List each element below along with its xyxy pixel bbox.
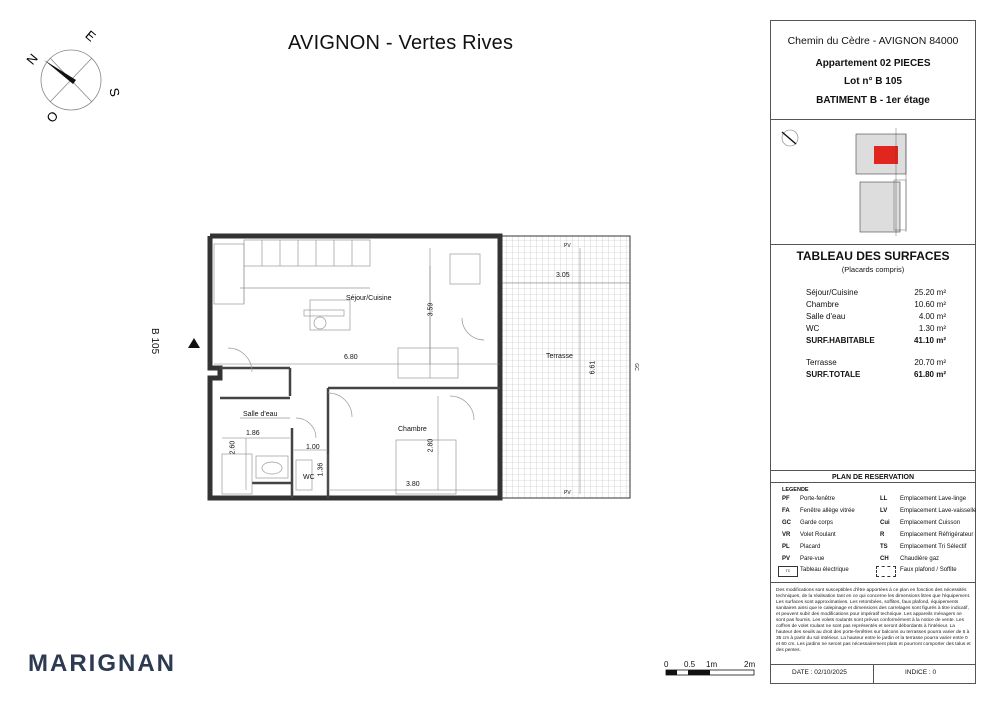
compass-s: S [106,86,123,98]
legend-key: TS [880,544,888,550]
legend-value: Emplacement Réfrigérateur [900,532,974,538]
apartment-type: Appartement 02 PIECES [815,58,931,69]
compass-e: E [82,27,99,45]
legend-title: LEGENDE [782,487,809,493]
legend-value: Emplacement Lave-vaisselle [900,508,977,514]
page-title: AVIGNON - Vertes Rives [288,32,514,54]
divider [770,482,976,483]
marignan-logo: MARIGNAN [28,650,176,677]
legend-value: Garde corps [800,520,834,526]
surfaces-subtitle: (Placards compris) [841,265,905,274]
dim-100: 1.00 [306,444,320,451]
compass-o: O [43,108,62,126]
room-wc: WC [303,474,315,481]
scale-2: 2m [744,660,756,669]
surface-row-total: SURF.HABITABLE 41.10 m² [806,336,946,345]
legend-key: CH [880,556,889,562]
dim-136: 1.36 [317,462,325,477]
date: DATE : 02/10/2025 [792,669,847,676]
surface-row: Terrasse 20.70 m² [806,358,946,367]
legend-key: Cui [880,520,890,526]
dim-186: 1.86 [246,430,260,437]
dim-380: 3.80 [406,481,420,488]
scale-1: 1m [706,660,718,669]
dim-359: 3.59 [427,302,435,317]
legend-value: Placard [800,544,821,550]
dim-305: 3.05 [556,272,570,279]
scale-05: 0.5 [684,660,696,669]
legend-key: LV [880,508,888,514]
legend-key: R [880,532,885,538]
legend-value: Porte-fenêtre [800,496,836,502]
surface-row: Salle d'eau 4.00 m² [806,312,946,321]
indice: INDICE : 0 [905,669,937,676]
plan-reservation-title: PLAN DE RESERVATION [831,474,915,481]
legend-value: Emplacement Cuisson [900,520,961,526]
legend-key: PL [782,544,790,550]
legend-value: Faux plafond / Soffite [900,567,957,573]
lot-number: Lot n° B 105 [844,76,902,87]
faux-plafond-icon [876,566,896,577]
legend-value: Emplacement Lave-linge [900,496,967,502]
dim-gc: GC [632,363,639,371]
surface-row: WC 1.30 m² [806,324,946,333]
dim-260: 2.60 [229,440,237,455]
tableau-electrique-icon: TC [778,566,798,577]
legend-value: Volet Roulant [800,532,836,538]
divider [873,664,874,684]
dim-pv2: PV [564,490,571,496]
legend-value: Chaudière gaz [900,556,940,562]
legend-value: Tableau électrique [800,567,849,573]
compass-n: N [23,50,41,68]
address: Chemin du Cèdre - AVIGNON 84000 [787,35,959,47]
legend-value: Emplacement Tri Sélectif [900,544,967,550]
scale-0: 0 [664,660,669,669]
room-sejour: Séjour/Cuisine [346,295,392,302]
divider [770,244,976,245]
room-terrasse: Terrasse [546,353,573,360]
dim-pv1: PV [564,243,571,249]
legend-key: PF [782,496,790,502]
scale-bar [664,668,758,678]
disclaimer: Des modifications sont susceptibles d'être apportées à ce plan en fonction des nécessités techniques, de la réalisation tant en ce qui concerne les dimensions litres que l'équipement. Les surfaces sont approximatives. Les retombées, soffites, faux plafond, équipements sanitaires ainsi que le calepinage et dimensions des carrelages sont figurés à titre indicatif, et peuvent subir des modifications pour impératif technique. Les appareils ménagers ne sont pas fournis. Les volets roulants sont prévus conformément à la notice de vente. Les coffres de volet roulant ne sont pas représentés et seront débordants à l'intérieur. La hauteur des seuils au droit des porte-fenêtres sur balcons ou terrasses pourra varier de 5 à 35 cm à partir du sol intérieur. La hauteur entre le jardin et la terrasse pourra varier entre 0 et 60 cm. Les jardins ne seront pas nécessairement plats et pourront comporter des talus et des pentes. [776,588,971,653]
legend-value: Pare-vue [800,556,825,562]
legend-key: PV [782,556,791,562]
divider [770,470,976,471]
key-plan [776,124,972,242]
building: BATIMENT B - 1er étage [816,95,930,106]
surface-row: Chambre 10.60 m² [806,300,946,309]
room-chambre: Chambre [398,426,427,433]
surface-row: Séjour/Cuisine 25.20 m² [806,288,946,297]
legend-key: VR [782,532,791,538]
divider [770,582,976,583]
legend-value: Fenêtre allège vitrée [800,508,855,514]
floor-plan [200,228,640,518]
dim-680: 6.80 [344,354,358,361]
surface-row-total: SURF.TOTALE 61.80 m² [806,370,946,379]
compass-icon [20,20,130,130]
dim-661: 6.61 [589,360,597,375]
surfaces-title: TABLEAU DES SURFACES [796,249,950,263]
divider [770,119,976,120]
dim-280: 2.80 [427,438,435,453]
legend-key: GC [782,520,791,526]
legend-key: LL [880,496,888,502]
legend-key: FA [782,508,790,514]
lot-label: B 105 [149,328,160,355]
room-salle-eau: Salle d'eau [243,411,278,418]
